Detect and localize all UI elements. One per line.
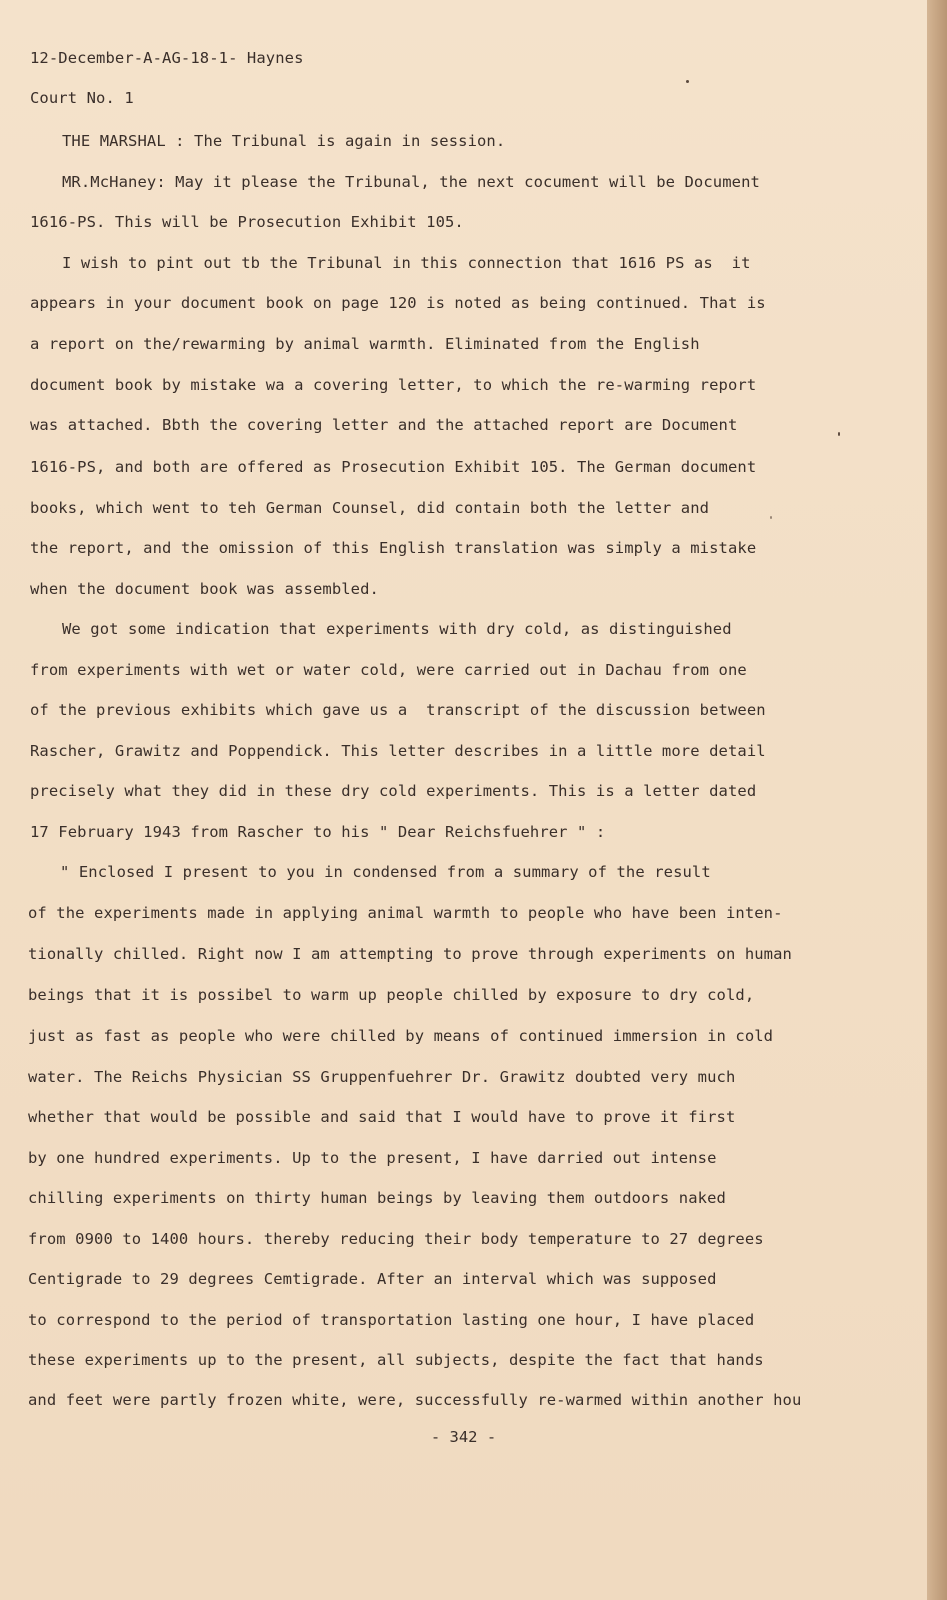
text-line: just as fast as people who were chilled by means of continued immersion in cold xyxy=(28,1027,774,1045)
ink-speck xyxy=(770,516,772,519)
document-header: 12-December-A-AG-18-1- Haynes xyxy=(30,49,304,67)
text-line: 1616-PS, and both are offered as Prosecution Exhibit 105. The German document xyxy=(30,458,757,476)
text-line: these experiments up to the present, all subjects, despite the fact that hands xyxy=(28,1351,764,1369)
text-line: water. The Reichs Physician SS Gruppenfuehrer Dr. Grawitz doubted very much xyxy=(28,1068,736,1086)
text-line: 1616-PS. This will be Prosecution Exhibit 105. xyxy=(30,213,464,231)
text-line: THE MARSHAL : The Tribunal is again in session. xyxy=(62,132,506,150)
page-number: - 342 - xyxy=(430,1428,497,1446)
text-line: by one hundred experiments. Up to the present, I have darried out intense xyxy=(28,1149,717,1167)
text-line: beings that it is possibel to warm up people chilled by exposure to dry cold, xyxy=(28,986,755,1004)
text-line: document book by mistake wa a covering letter, to which the re-warming report xyxy=(30,376,757,394)
text-line: from 0900 to 1400 hours. thereby reducing their body temperature to 27 degrees xyxy=(28,1230,764,1248)
text-line: from experiments with wet or water cold, were carried out in Dachau from one xyxy=(30,661,747,679)
text-line: and feet were partly frozen white, were, successfully re-warmed within another hou xyxy=(28,1391,802,1409)
text-line: 17 February 1943 from Rascher to his " Dear Reichsfuehrer " : xyxy=(30,823,606,841)
text-line: MR.McHaney: May it please the Tribunal, the next cocument will be Document xyxy=(62,173,760,191)
text-line: to correspond to the period of transportation lasting one hour, I have placed xyxy=(28,1311,755,1329)
text-line: of the experiments made in applying animal warmth to people who have been inten- xyxy=(28,904,783,922)
text-line: We got some indication that experiments with dry cold, as distinguished xyxy=(62,620,732,638)
text-line: books, which went to teh German Counsel, did contain both the letter and xyxy=(30,499,710,517)
text-line: whether that would be possible and said that I would have to prove it first xyxy=(28,1108,736,1126)
ink-speck xyxy=(838,432,840,436)
text-line: " Enclosed I present to you in condensed from a summary of the result xyxy=(60,863,711,881)
text-line: the report, and the omission of this English translation was simply a mistake xyxy=(30,539,757,557)
court-label: Court No. 1 xyxy=(30,89,134,107)
text-line: of the previous exhibits which gave us a transcript of the discussion between xyxy=(30,701,766,719)
text-line: was attached. Bbth the covering letter and the attached report are Document xyxy=(30,416,738,434)
text-line: Rascher, Grawitz and Poppendick. This letter describes in a little more detail xyxy=(30,742,766,760)
text-line: precisely what they did in these dry cold experiments. This is a letter dated xyxy=(30,782,757,800)
text-line: Centigrade to 29 degrees Cemtigrade. After an interval which was supposed xyxy=(28,1270,717,1288)
text-line: a report on the/rewarming by animal warmth. Eliminated from the English xyxy=(30,335,700,353)
ink-speck xyxy=(686,80,689,83)
text-line: tionally chilled. Right now I am attempting to prove through experiments on human xyxy=(28,945,792,963)
text-line: appears in your document book on page 120 is noted as being continued. That is xyxy=(30,294,766,312)
text-line: chilling experiments on thirty human beings by leaving them outdoors naked xyxy=(28,1189,726,1207)
text-line: I wish to pint out tb the Tribunal in this connection that 1616 PS as it xyxy=(62,254,751,272)
text-line: when the document book was assembled. xyxy=(30,580,379,598)
page-edge xyxy=(927,0,947,1600)
